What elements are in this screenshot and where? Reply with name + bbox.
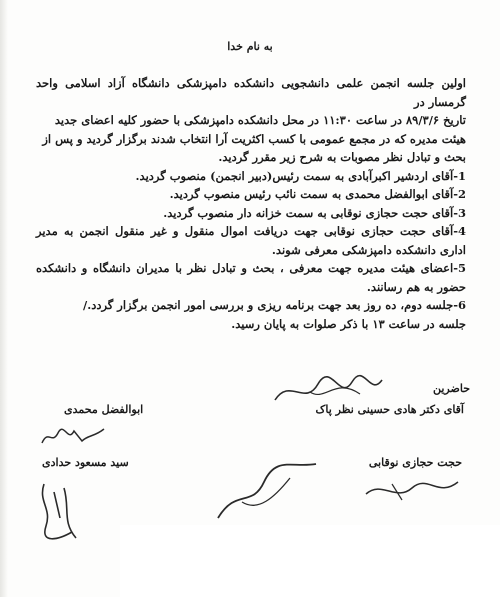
blank-area bbox=[120, 525, 500, 597]
intro-line: اولین جلسه انجمن علمی دانشجویی دانشکده دامپزشکی دانشگاه آزاد اسلامی واحد گرمسار در bbox=[36, 76, 466, 109]
resolution-item-2: 2-آقای ابوالفضل محمدی به سمت نائب رئیس منصوب گردید. bbox=[169, 187, 466, 201]
signatory-name-haddadi: سید مسعود حدادی bbox=[42, 456, 129, 469]
resolution-item-5: 5-اعضای هیئت مدیره جهت معرفی ، بحث و تبادل نظر با مدیران دانشگاه و دانشکده حضور به هم رسانند. bbox=[36, 261, 466, 294]
resolution-item-3: 3-آقای حجت حجازی نوقابی به سمت خزانه دار منصوب گردید. bbox=[163, 205, 466, 220]
signature-hosseini bbox=[270, 372, 390, 412]
signatory-name-hejazi: حجت حجازی نوقابی bbox=[368, 456, 462, 469]
resolution-item-1: 1-آقای اردشیر اکبرآبادی به سمت رئیس(دبیر انجمن) منصوب گردید. bbox=[135, 168, 466, 183]
intro-line: بحث و تبادل نظر مصوبات به شرح زیر مقرر گردید. bbox=[218, 150, 466, 164]
intro-line: تاریخ ۸۹/۳/۶ در ساعت ۱۱:۳۰ در محل دانشکده دامپزشکی با حضور کلیه اعضای جدید bbox=[54, 113, 466, 127]
minutes-body bbox=[36, 74, 466, 333]
signature-haddadi bbox=[34, 478, 84, 548]
signatory-name-hosseini: آقای دکتر هادی حسینی نظر پاک bbox=[315, 403, 464, 416]
intro-line: هیئت مدیره که در مجمع عمومی با کسب اکثریت آرا انتخاب شدند برگزار گردید و پس از bbox=[42, 131, 466, 146]
signature-akbarabadi bbox=[212, 458, 322, 528]
scan-edge bbox=[0, 0, 8, 597]
signature-mohammadi bbox=[38, 425, 108, 449]
closing-line: جلسه در ساعت ۱۳ با ذکر صلوات به پایان رسید. bbox=[231, 316, 466, 331]
signature-hejazi bbox=[362, 474, 462, 506]
signatory-name-mohammadi: ابوالفضل محمدی bbox=[64, 403, 144, 416]
document-heading: به نام خدا bbox=[227, 40, 273, 53]
attendees-header: حاضرین bbox=[433, 382, 470, 395]
resolution-item-4: 4-آقای حجت حجازی نوقابی جهت دریافت اموال منقول و غیر منقول انجمن به مدیر اداری دانشکده دامپزشکی معرفی شوند. bbox=[36, 224, 466, 257]
resolution-item-6: 6-جلسه دوم، ده روز بعد جهت برنامه ریزی و بررسی امور انجمن برگزار گردد./ bbox=[83, 298, 466, 312]
